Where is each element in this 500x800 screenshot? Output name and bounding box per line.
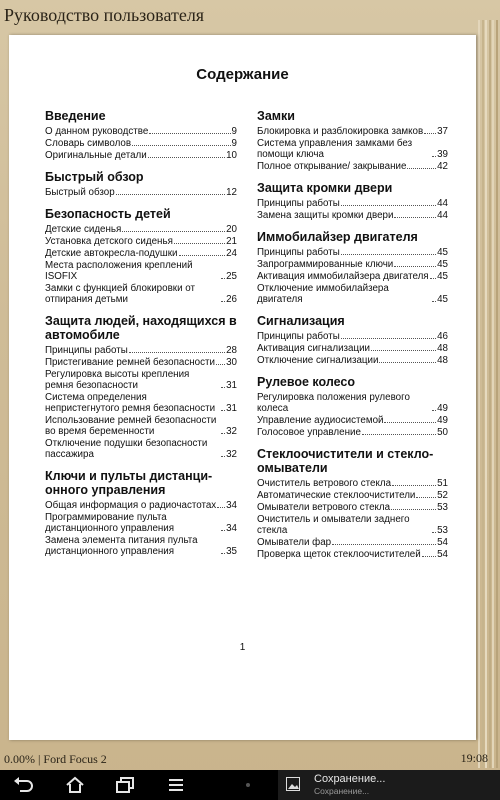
leader-dots: [424, 133, 436, 134]
toc-entry-title: Установка детского сиденья: [45, 236, 173, 247]
toc-column-left: [45, 109, 237, 558]
toc-entry-title: Полное открывание/ закрывание: [257, 161, 407, 172]
toc-entry-title: Регулировка высоты крепления ремня безопасности: [45, 369, 190, 391]
toc-entry[interactable]: [257, 161, 448, 172]
leader-dots: [174, 243, 225, 244]
toc-entry[interactable]: [45, 535, 237, 557]
toc-entry-page: 51: [437, 478, 448, 489]
toc-entry-title: Детские автокресла-подушки: [45, 248, 178, 259]
toc-section-title: Сигнализация: [257, 314, 345, 328]
toc-entry-title: Блокировка и разблокировка замков: [257, 126, 424, 137]
toc-entry-title: Управление аудиосистемой: [257, 415, 384, 426]
toc-entry-title: Детские сиденья: [45, 224, 122, 235]
toc-entry-title: Автоматические стеклоочистители: [257, 490, 416, 501]
leader-dots: [416, 497, 436, 498]
toc-entry-page: 48: [437, 343, 448, 354]
toc-entry[interactable]: [257, 514, 448, 536]
toc-entry-page: 32: [226, 426, 237, 437]
toc-entry-page: 35: [226, 546, 237, 557]
toc-entry-title: Замена элемента питания пульта дистанционного управления: [45, 535, 198, 557]
leader-dots: [341, 205, 436, 206]
toc-entry-page: 53: [437, 502, 448, 513]
back-icon[interactable]: [12, 775, 34, 795]
toc-entry-page: 45: [437, 271, 448, 282]
toc-entry-title: Отключение сигнализации: [257, 355, 379, 366]
page-stack-edge: [478, 20, 480, 768]
leader-dots: [394, 217, 436, 218]
toc-entry[interactable]: [257, 247, 448, 258]
leader-dots: [332, 544, 436, 545]
page-stack-edge: [485, 20, 487, 768]
page-stack-edge: [496, 20, 498, 768]
toc-entry-title: Быстрый обзор: [45, 187, 115, 198]
leader-dots: [179, 255, 226, 256]
toc-entry[interactable]: [257, 271, 448, 282]
toc-section-title: Рулевое колесо: [257, 375, 355, 389]
reading-progress-label: 0.00% | Ford Focus 2: [4, 752, 107, 766]
toc-entry-title: Принципы работы: [45, 345, 128, 356]
menu-icon[interactable]: [165, 775, 187, 795]
toc-section-title: Введение: [45, 109, 106, 123]
leader-dots: [379, 362, 436, 363]
toc-section-title: Ключи и пульты дистанци-онного управления: [45, 469, 213, 497]
toc-entry[interactable]: [45, 392, 237, 414]
document-title: Руководство пользователя: [4, 5, 205, 25]
home-icon[interactable]: [64, 775, 86, 795]
leader-dots: [221, 387, 225, 388]
leader-dots: [432, 156, 436, 157]
leader-dots: [129, 352, 225, 353]
toc-entry-page: 34: [226, 500, 237, 511]
toc-column-right: [257, 109, 448, 561]
leader-dots: [371, 350, 436, 351]
toc-entry[interactable]: [45, 345, 237, 356]
toc-entry[interactable]: [257, 549, 448, 560]
leader-dots: [407, 168, 436, 169]
reading-status-bar: [0, 746, 500, 770]
toc-entry-title: Запрограммированные ключи: [257, 259, 394, 270]
toc-entry[interactable]: [257, 283, 448, 305]
toc-entry-title: Отключение иммобилайзера двигателя: [257, 283, 389, 305]
leader-dots: [341, 338, 436, 339]
toc-entry-title: Словарь символов: [45, 138, 132, 149]
toc-entry[interactable]: [45, 224, 237, 235]
toc-entry-title: Очиститель ветрового стекла: [257, 478, 392, 489]
toc-entry[interactable]: [257, 126, 448, 137]
toc-entry[interactable]: [257, 478, 448, 489]
toc-entry-title: Очиститель и омыватели заднего стекла: [257, 514, 410, 536]
toc-entry-page: 12: [226, 187, 237, 198]
leader-dots: [394, 266, 436, 267]
toc-entry-page: 21: [226, 236, 237, 247]
toc-section-title: Защита людей, находящихся в автомобиле: [45, 314, 237, 342]
toc-entry-page: 9: [231, 138, 237, 149]
toc-entry[interactable]: [257, 490, 448, 501]
toc-entry[interactable]: [45, 236, 237, 247]
notification-area[interactable]: [278, 770, 500, 800]
toc-entry[interactable]: [45, 369, 237, 391]
toc-entry-page: 25: [226, 271, 237, 282]
toc-entry-page: 52: [437, 490, 448, 501]
toc-entry[interactable]: [45, 138, 237, 149]
page-stack-edge: [492, 20, 494, 768]
notification-subtitle: Сохранение...: [314, 786, 370, 796]
toc-entry-page: 26: [226, 294, 237, 305]
toc-entry-title: Система управления замками без помощи ключа: [257, 138, 413, 160]
toc-entry-title: Пристегивание ремней безопасности: [45, 357, 215, 368]
toc-entry-page: 10: [226, 150, 237, 161]
leader-dots: [221, 553, 225, 554]
toc-entry-page: 24: [226, 248, 237, 259]
toc-section-title: Быстрый обзор: [45, 170, 144, 184]
toc-entry-title: О данном руководстве: [45, 126, 149, 137]
toc-entry-title: Оригинальные детали: [45, 150, 147, 161]
toc-entry-title: Использование ремней безопасности во время беременности: [45, 415, 217, 437]
page-number: 1: [239, 642, 246, 653]
toc-entry[interactable]: [257, 355, 448, 366]
toc-entry-title: Принципы работы: [257, 331, 340, 342]
toc-entry-page: 20: [226, 224, 237, 235]
reading-progress: 0.00%: [4, 752, 35, 766]
toc-entry[interactable]: [257, 343, 448, 354]
leader-dots: [221, 410, 225, 411]
leader-dots: [217, 507, 225, 508]
toc-entry[interactable]: [257, 537, 448, 548]
leader-dots: [432, 532, 436, 533]
toc-entry-title: Проверка щеток стеклоочистителей: [257, 549, 421, 560]
toc-entry-page: 44: [437, 210, 448, 221]
toc-entry-page: 49: [437, 403, 448, 414]
leader-dots: [384, 422, 436, 423]
toc-entry[interactable]: [45, 126, 237, 137]
toc-entry[interactable]: [257, 392, 448, 414]
toc-entry[interactable]: [257, 138, 448, 160]
toc-entry-title: Места расположения креплений ISOFIX: [45, 260, 193, 282]
toc-entry-page: 54: [437, 549, 448, 560]
toc-entry-title: Общая информация о радиочастотах: [45, 500, 217, 511]
toc-entry-page: 31: [226, 380, 237, 391]
toc-entry-page: 32: [226, 449, 237, 460]
toc-entry-title: Замки с функцией блокировки от отпирания детьми: [45, 283, 195, 305]
toc-entry-page: 54: [437, 537, 448, 548]
toc-section-title: Замки: [257, 109, 295, 123]
toc-entry-page: 34: [226, 523, 237, 534]
leader-dots: [221, 278, 225, 279]
toc-entry[interactable]: [257, 210, 448, 221]
toc-section-title: Стеклоочистители и стекло-омыватели: [257, 447, 434, 475]
toc-entry-page: 42: [437, 161, 448, 172]
toc-entry-title: Замена защиты кромки двери: [257, 210, 394, 221]
leader-dots: [432, 301, 436, 302]
toc-entry-page: 9: [231, 126, 237, 137]
leader-dots: [221, 301, 225, 302]
toc-entry-page: 45: [437, 259, 448, 270]
toc-entry-page: 49: [437, 415, 448, 426]
nav-center-dot: [246, 783, 250, 787]
book-name: Ford Focus 2: [43, 752, 107, 766]
system-nav-bar: [0, 770, 500, 800]
toc-entry-page: 28: [226, 345, 237, 356]
page-time: 19:08: [460, 751, 488, 765]
book-page[interactable]: [9, 35, 476, 740]
toc-entry[interactable]: [45, 248, 237, 259]
leader-dots: [432, 410, 436, 411]
page-stack-edge: [489, 20, 491, 768]
leader-dots: [221, 433, 225, 434]
toc-entry-title: Активация сигнализации: [257, 343, 371, 354]
toc-entry[interactable]: [257, 198, 448, 209]
toc-entry[interactable]: [45, 187, 237, 198]
toc-entry-page: 50: [437, 427, 448, 438]
leader-dots: [392, 485, 436, 486]
leader-dots: [221, 530, 225, 531]
toc-entry-page: 37: [437, 126, 448, 137]
toc-section-title: Защита кромки двери: [257, 181, 393, 195]
toc-entry[interactable]: [45, 260, 237, 282]
leader-dots: [116, 194, 225, 195]
toc-entry[interactable]: [257, 259, 448, 270]
toc-entry-title: Программирование пульта дистанционного управления: [45, 512, 175, 534]
toc-entry-title: Система определения непристегнутого ремня безопасности: [45, 392, 216, 414]
page-stack-edge: [482, 20, 484, 768]
recent-apps-icon[interactable]: [114, 775, 136, 795]
leader-dots: [149, 133, 230, 134]
toc-entry-title: Отключение подушки безопасности пассажира: [45, 438, 208, 460]
top-bar: [0, 0, 500, 34]
toc-entry[interactable]: [45, 500, 237, 511]
leader-dots: [391, 509, 436, 510]
toc-entry-page: 31: [226, 403, 237, 414]
toc-entry-page: 53: [437, 525, 448, 536]
toc-entry-title: Принципы работы: [257, 247, 340, 258]
toc-section-title: Безопасность детей: [45, 207, 171, 221]
gallery-icon: [286, 777, 300, 791]
toc-entry-page: 45: [437, 294, 448, 305]
toc-entry-title: Активация иммобилайзера двигателя: [257, 271, 429, 282]
toc-section-title: Иммобилайзер двигателя: [257, 230, 418, 244]
leader-dots: [132, 145, 230, 146]
toc-entry[interactable]: [45, 512, 237, 534]
leader-dots: [362, 434, 436, 435]
toc-entry[interactable]: [45, 283, 237, 305]
leader-dots: [422, 556, 436, 557]
toc-entry[interactable]: [45, 150, 237, 161]
leader-dots: [148, 157, 225, 158]
toc-entry[interactable]: [45, 415, 237, 437]
toc-entry[interactable]: [45, 357, 237, 368]
toc-entry-page: 30: [226, 357, 237, 368]
leader-dots: [122, 231, 225, 232]
toc-entry-title: Голосовое управление: [257, 427, 361, 438]
leader-dots: [430, 278, 436, 279]
toc-entry-title: Омыватели фар: [257, 537, 332, 548]
toc-entry[interactable]: [257, 427, 448, 438]
toc-entry-page: 45: [437, 247, 448, 258]
leader-dots: [216, 364, 225, 365]
leader-dots: [221, 456, 225, 457]
toc-entry[interactable]: [257, 331, 448, 342]
toc-entry-title: Омыватели ветрового стекла: [257, 502, 391, 513]
toc-entry[interactable]: [257, 415, 448, 426]
toc-entry-page: 44: [437, 198, 448, 209]
toc-entry-title: Регулировка положения рулевого колеса: [257, 392, 410, 414]
toc-entry-page: 48: [437, 355, 448, 366]
toc-entry-page: 46: [437, 331, 448, 342]
leader-dots: [341, 254, 436, 255]
toc-entry-page: 39: [437, 149, 448, 160]
toc-entry-title: Принципы работы: [257, 198, 340, 209]
toc-entry[interactable]: [45, 438, 237, 460]
page-heading: Содержание: [196, 66, 289, 83]
toc-entry[interactable]: [257, 502, 448, 513]
notification-title: Сохранение...: [314, 773, 386, 785]
